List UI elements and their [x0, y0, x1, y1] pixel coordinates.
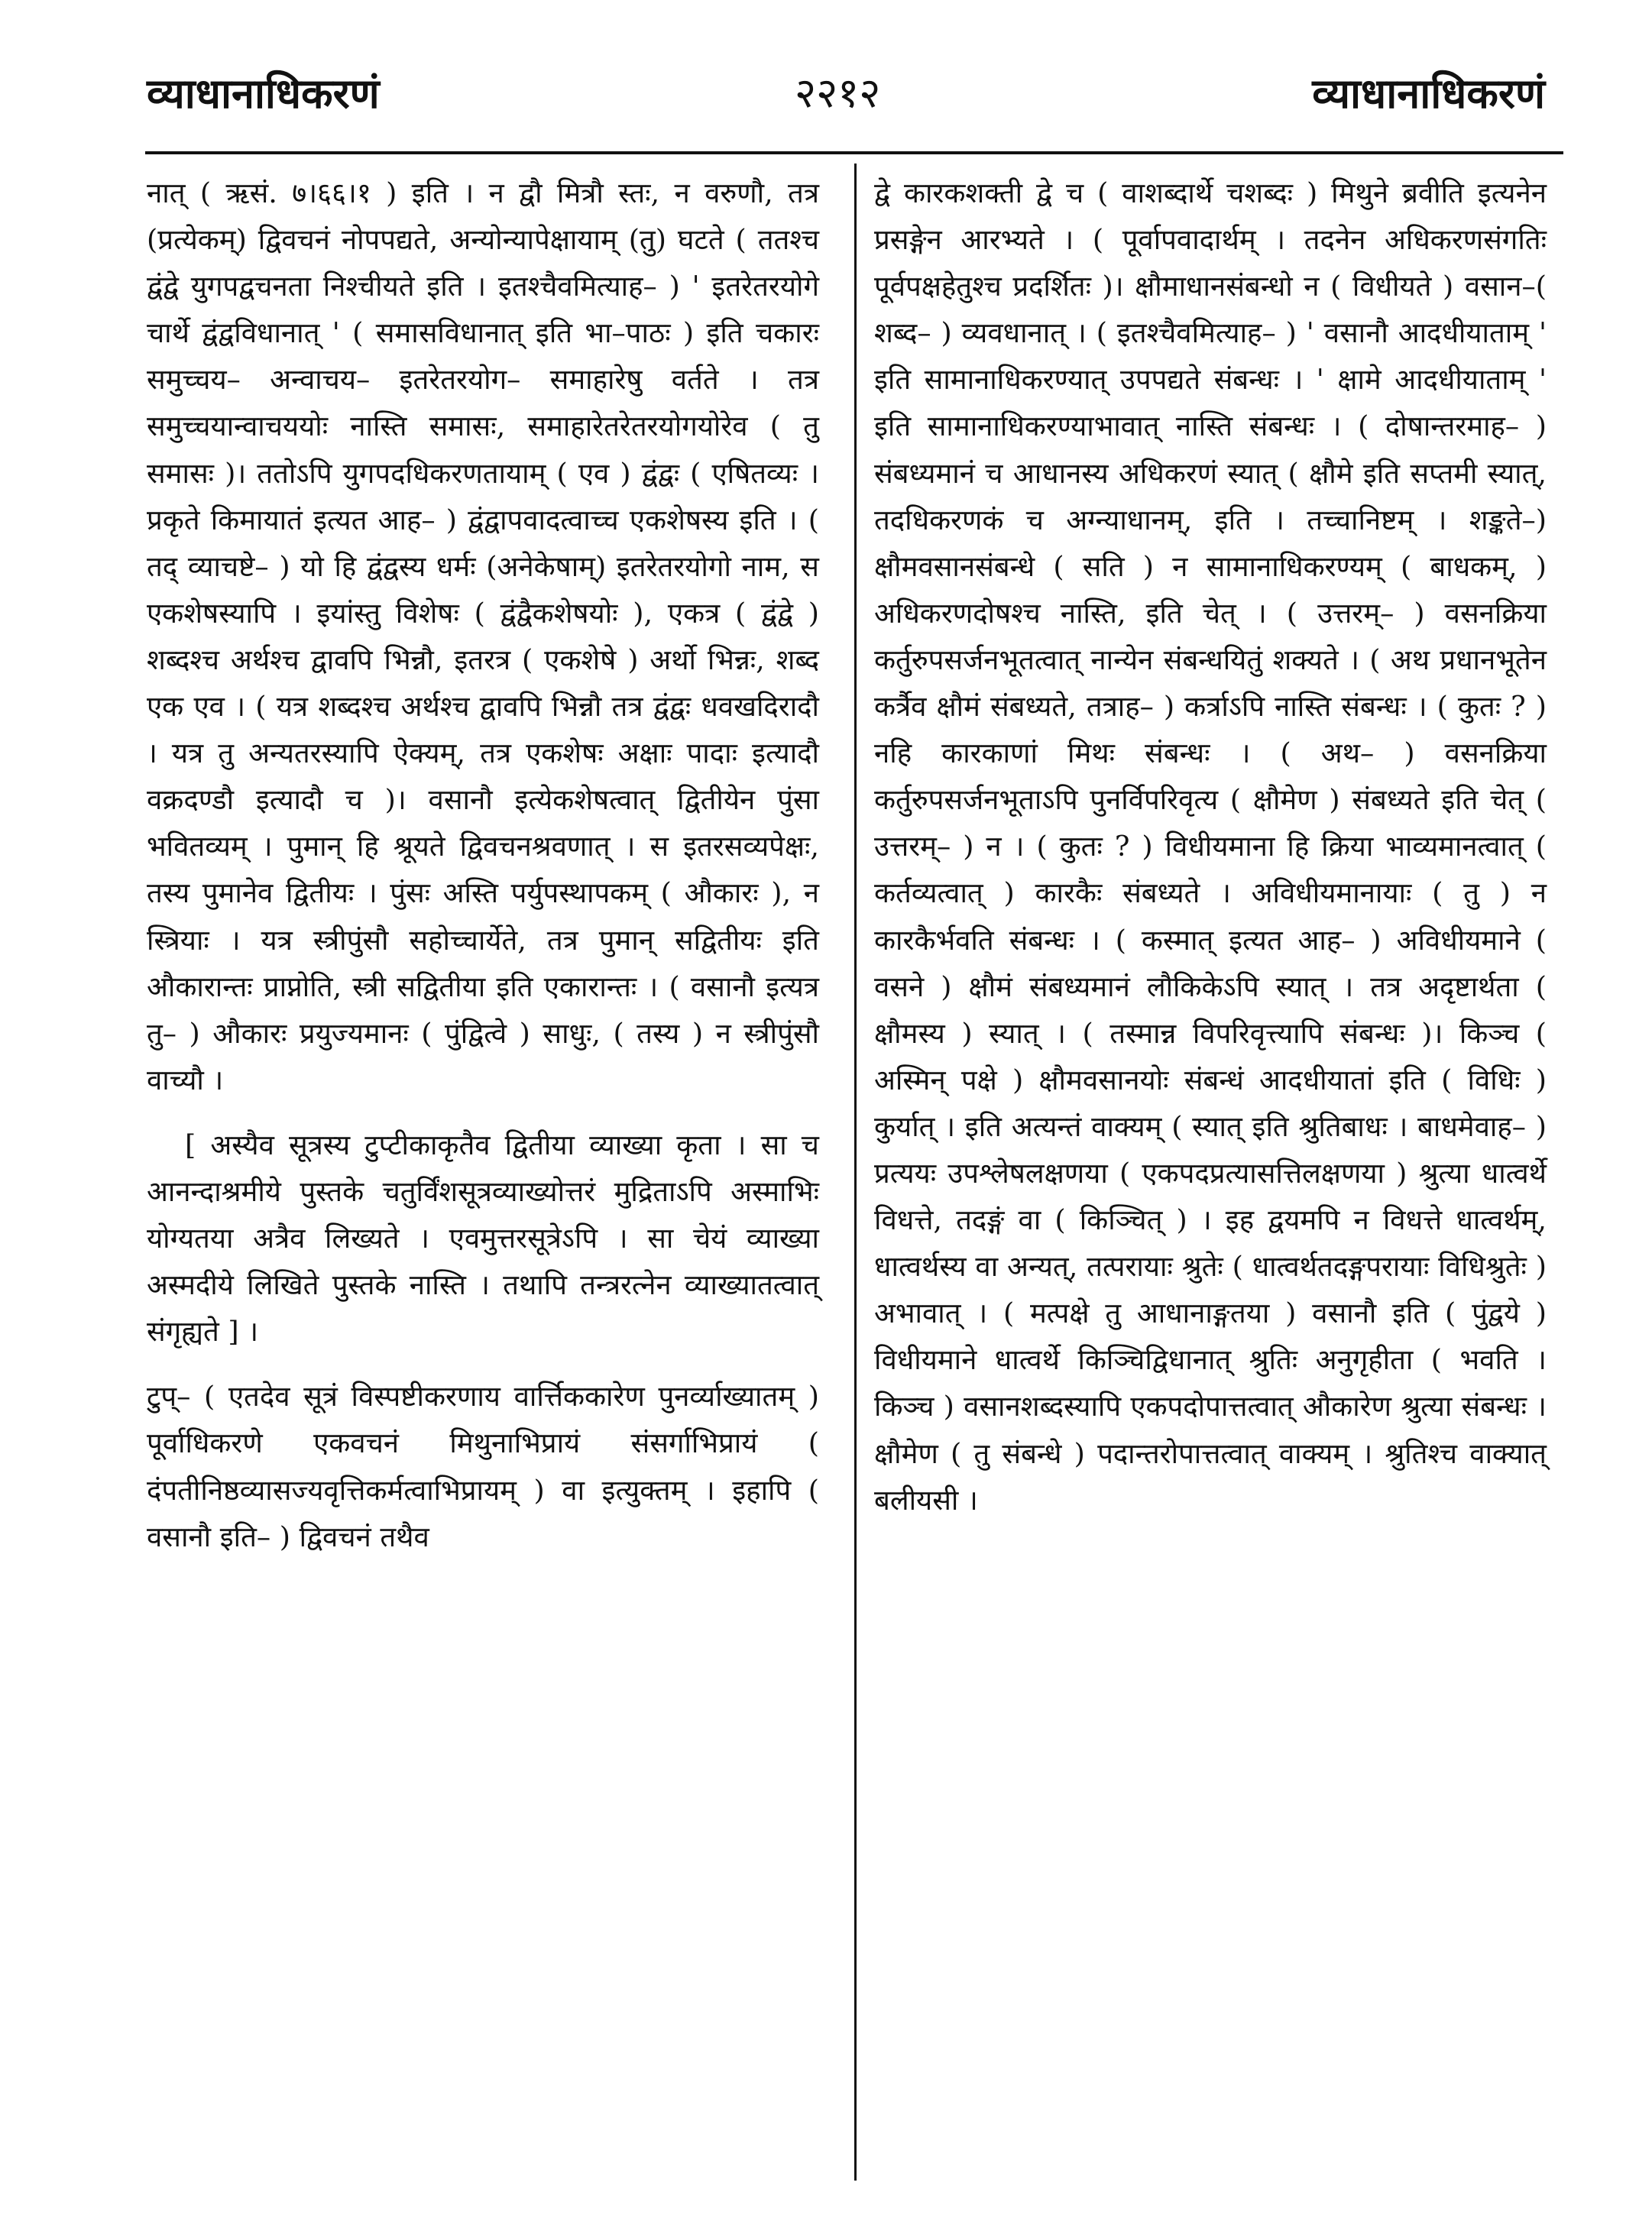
running-head-right: व्याधानाधिकरणं: [1312, 69, 1545, 118]
page-number: २२१२: [795, 69, 881, 117]
column-divider: [854, 164, 857, 2181]
left-paragraph-2: टुप्– ( एतदेव सूत्रं विस्पष्टीकरणाय वार्त्तिककारेण पुनर्व्याख्यातम् ) पूर्वाधिकरणे एकवचनं मिथुनाभिप्रायं संसर्गाभिप्रायं ( दंपतीनिष्ठव्यासज्यवृत्तिकर्मत्वाभिप्रायम् ) वा इत्युक्तम् । इहापि ( वसानौ इति– ) द्विवचनं तथैव: [147, 1380, 819, 1553]
editorial-note: [ अस्यैव सूत्रस्य टुप्टीकाकृतैव द्वितीया व्याख्या कृता । सा च आनन्दाश्रमीये पुस्तके चतुर्विंशसूत्रव्याख्योत्तरं मुद्रिताऽपि अस्माभिः योग्यतया अत्रैव लिख्यते । एवमुत्तरसूत्रेऽपि । सा चेयं व्याख्या अस्मदीये लिखिते पुस्तके नास्ति । तथापि तन्त्ररत्नेन व्याख्यातत्वात् संगृह्यते ] ।: [147, 1128, 819, 1349]
running-head-left: व्याधानाधिकरणं: [147, 69, 380, 118]
header-rule: [145, 151, 1563, 154]
right-paragraph-1: द्वे कारकशक्ती द्वे च ( वाशब्दार्थे चशब्दः ) मिथुने ब्रवीति इत्यनेन प्रसङ्गेन आरभ्यते । ( पूर्वापवादार्थम् । तदनेन अधिकरणसंगतिः पूर्वपक्षहेतुश्च प्रदर्शितः )। क्षौमाधानसंबन्धो न ( विधीयते ) वसान–( शब्द– ) व्यवधानात् । ( इतश्चैवमित्याह– ) ' वसानौ आदधीयाताम् ' इति सामानाधिकरण्यात् उपपद्यते संबन्धः । ' क्षामे आदधीयाताम् ' इति सामानाधिकरण्याभावात् नास्ति संबन्धः । ( दोषान्तरमाह– ) संबध्यमानं च आधानस्य अधिकरणं स्यात् ( क्षौमे इति सप्तमी स्यात्, तदधिकरणकं च अग्न्याधानम्, इति । तच्चानिष्टम् । शङ्कते–) क्षौमवसानसंबन्धे ( सति ) न सामानाधिकरण्यम् ( बाधकम्, ) अधिकरणदोषश्च नास्ति, इति चेत् । ( उत्तरम्– ) वसनक्रिया कर्तुरुपसर्जनभूतत्वात् नान्येन संबन्धयितुं शक्यते । ( अथ प्रधानभूतेन कर्त्रैव क्षौमं संबध्यते, तत्राह– ) कर्त्राऽपि नास्ति संबन्धः । ( कुतः ? ) नहि कारकाणां मिथः संबन्धः । ( अथ– ) वसनक्रिया कर्तुरुपसर्जनभूताऽपि पुनर्विपरिवृत्य ( क्षौमेण ) संबध्यते इति चेत् ( उत्तरम्– ) न । ( कुतः ? ) विधीयमाना हि क्रिया भाव्यमानत्वात् ( कर्तव्यत्वात् ) कारकैः संबध्यते । अविधीयमानायाः ( तु ) न कारकैर्भवति संबन्धः । ( कस्मात् इत्यत आह– ) अविधीयमाने ( वसने ) क्षौमं संबध्यमानं लौकिकेऽपि स्यात् । तत्र अदृष्टार्थता ( क्षौमस्य ) स्यात् । ( तस्मान्न विपरिवृत्त्यापि संबन्धः )। किञ्च ( अस्मिन् पक्षे ) क्षौमवसानयोः संबन्धं आदधीयातां इति ( विधिः ) कुर्यात् । इति अत्यन्तं वाक्यम् ( स्यात् इति श्रुतिबाधः । बाधमेवाह– ) प्रत्ययः उपश्लेषलक्षणया ( एकपदप्रत्यासत्तिलक्षणया ) श्रुत्या धात्वर्थे विधत्ते, तदङ्गं वा ( किञ्चित् ) । इह द्वयमपि न विधत्ते धात्वर्थम्, धात्वर्थस्य वा अन्यत्, तत्परायाः श्रुतेः ( धात्वर्थतदङ्गपरायाः विधिश्रुतेः ) अभावात् । ( मत्पक्षे तु आधानाङ्गतया ) वसानौ इति ( पुंद्वये ) विधीयमाने धात्वर्थे किञ्चिद्विधानात् श्रुतिः अनुगृहीता ( भवति । किञ्च ) वसानशब्दस्यापि एकपदोपात्तत्वात् औकारेण श्रुत्या संबन्धः । क्षौमेण ( तु संबन्धे ) पदान्तरोपात्तत्वात् वाक्यम् । श्रुतिश्च वाक्यात् बलीयसी ।: [874, 176, 1547, 1517]
left-paragraph-1: नात् ( ऋसं. ७।६६।१ ) इति । न द्वौ मित्रौ स्तः, न वरुणौ, तत्र (प्रत्येकम्) द्विवचनं नोपपद्यते, अन्योन्यापेक्षायाम् (तु) घटते ( ततश्च द्वंद्वे युगपद्वचनता निश्चीयते इति । इतश्चैवमित्याह– ) ' इतरेतरयोगे चार्थे द्वंद्वविधानात् ' ( समासविधानात् इति भा–पाठः ) इति चकारः समुच्चय– अन्वाचय– इतरेतरयोग– समाहारेषु वर्तते । तत्र समुच्चयान्वाचययोः नास्ति समासः, समाहारेतरेतरयोगयोरेव ( तु समासः )। ततोऽपि युगपदधिकरणतायाम् ( एव ) द्वंद्वः ( एषितव्यः । प्रकृते किमायातं इत्यत आह– ) द्वंद्वापवादत्वाच्च एकशेषस्य इति । ( तद् व्याचष्टे– ) यो हि द्वंद्वस्य धर्मः (अनेकेषाम्) इतरेतरयोगो नाम, स एकशेषस्यापि । इयांस्तु विशेषः ( द्वंद्वैकशेषयोः ), एकत्र ( द्वंद्वे ) शब्दश्च अर्थश्च द्वावपि भिन्नौ, इतरत्र ( एकशेषे ) अर्थो भिन्नः, शब्द एक एव । ( यत्र शब्दश्च अर्थश्च द्वावपि भिन्नौ तत्र द्वंद्वः धवखदिरादौ । यत्र तु अन्यतरस्यापि ऐक्यम्, तत्र एकशेषः अक्षाः पादाः इत्यादौ वक्रदण्डौ इत्यादौ च )। वसानौ इत्येकशेषत्वात् द्वितीयेन पुंसा भवितव्यम् । पुमान् हि श्रूयते द्विवचनश्रवणात् । स इतरसव्यपेक्षः, तस्य पुमानेव द्वितीयः । पुंसः अस्ति पर्युपस्थापकम् ( औकारः ), न स्त्रियाः । यत्र स्त्रीपुंसौ सहोच्चार्येते, तत्र पुमान् सद्वितीयः इति औकारान्तः प्राप्नोति, स्त्री सद्वितीया इति एकारान्तः । ( वसानौ इत्यत्र तु– ) औकारः प्रयुज्यमानः ( पुंद्वित्वे ) साधुः, ( तस्य ) न स्त्रीपुंसौ वाच्यौ ।: [147, 176, 819, 1096]
right-column: [874, 170, 1547, 1523]
left-column: [147, 170, 819, 1560]
